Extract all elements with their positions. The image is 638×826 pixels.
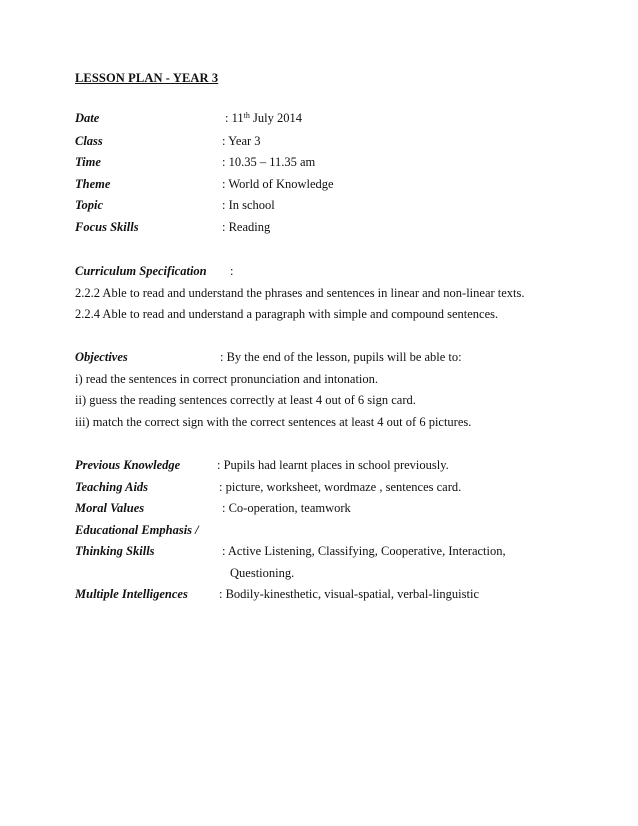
detail-label: Date — [75, 111, 100, 125]
detail-value: : 10.35 – 11.35 am — [222, 155, 316, 169]
detail-label: Thinking Skills — [75, 544, 155, 558]
detail-label: Multiple Intelligences — [75, 587, 188, 601]
detail-value: : 11th July 2014 — [225, 111, 302, 125]
objective-item: ii) guess the reading sentences correctly at least 4 out of 6 sign card. — [75, 393, 416, 407]
detail-value: : picture, worksheet, wordmaze , sentences card. — [219, 480, 462, 494]
objective-item: i) read the sentences in correct pronunciation and intonation. — [75, 372, 379, 386]
detail-value: : World of Knowledge — [222, 177, 334, 191]
detail-value: : Reading — [222, 220, 271, 234]
curriculum-item: 2.2.4 Able to read and understand a paragraph with simple and compound sentences. — [75, 307, 499, 321]
detail-value: : Bodily-kinesthetic, visual-spatial, verbal-linguistic — [219, 587, 480, 601]
detail-value: : Active Listening, Classifying, Cooperative, Interaction, — [222, 544, 506, 558]
objectives-intro: : By the end of the lesson, pupils will be able to: — [220, 350, 462, 364]
detail-label: Previous Knowledge — [75, 458, 181, 472]
detail-label: Educational Emphasis / — [75, 523, 199, 537]
lesson-plan-title: LESSON PLAN - YEAR 3 — [75, 71, 219, 85]
detail-value: : Year 3 — [222, 134, 261, 148]
detail-value: : In school — [222, 198, 275, 212]
detail-value: : Pupils had learnt places in school previously. — [217, 458, 449, 472]
detail-label: Time — [75, 155, 101, 169]
objectives-label: Objectives — [75, 350, 128, 364]
detail-label: Topic — [75, 198, 104, 212]
detail-label: Class — [75, 134, 103, 148]
objective-item: iii) match the correct sign with the correct sentences at least 4 out of 6 pictures. — [75, 415, 472, 429]
detail-label: Theme — [75, 177, 111, 191]
curriculum-colon: : — [230, 264, 234, 278]
detail-label: Teaching Aids — [75, 480, 149, 494]
detail-value: : Co-operation, teamwork — [222, 501, 351, 515]
detail-value: Questioning. — [230, 566, 295, 580]
detail-label: Moral Values — [75, 501, 145, 515]
detail-label: Focus Skills — [75, 220, 139, 234]
curriculum-label: Curriculum Specification — [75, 264, 207, 278]
curriculum-item: 2.2.2 Able to read and understand the phrases and sentences in linear and non-linear texts. — [75, 286, 525, 300]
